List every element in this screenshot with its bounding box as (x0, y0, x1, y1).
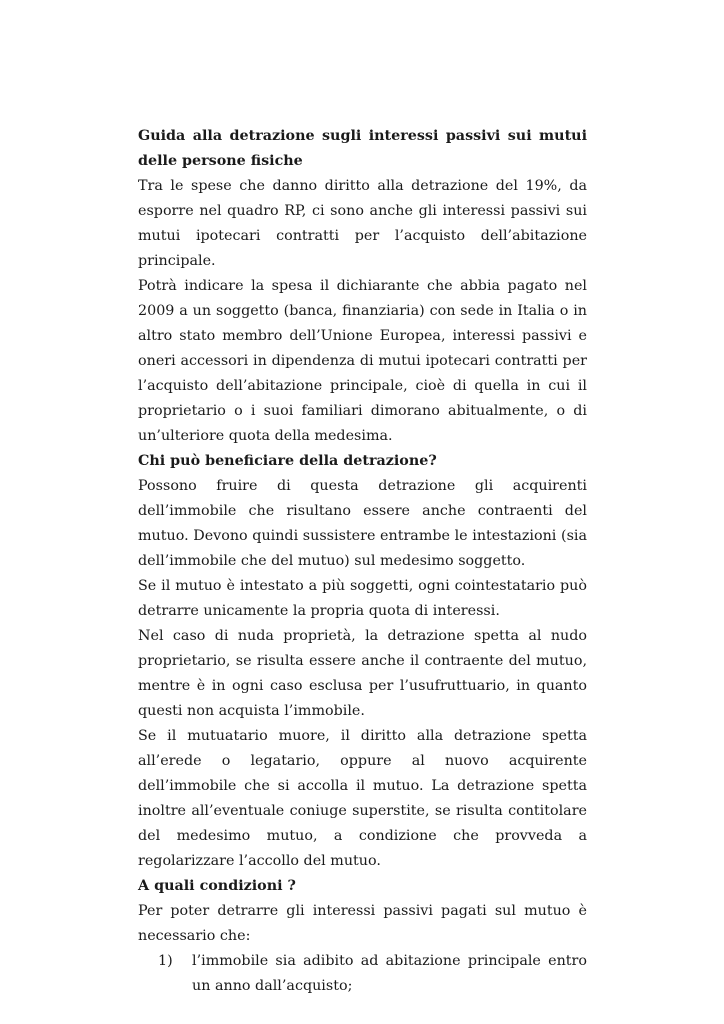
section2-intro: Per poter detrarre gli interessi passivi pagati sul mutuo è necessario che: (138, 903, 587, 944)
list-item-number: 1) (158, 953, 173, 969)
section1-paragraph-2: Se il mutuo è intestato a più soggetti, ogni cointestatario può detrarre unicamente la propria quota di interessi. (138, 578, 587, 619)
section-heading-who: Chi può beneficiare della detrazione? (138, 453, 437, 469)
section-heading-conditions: A quali condizioni ? (138, 878, 296, 894)
intro-paragraph-2: Potrà indicare la spesa il dichiarante che abbia pagato nel 2009 a un soggetto (banca, finanziaria) con sede in Italia o in altro stato membro dell’Unione Europea, interessi passivi e oneri accessori in dipendenza di mutui ipotecari contratti per l’acquisto dell’abitazione principale, cioè di quella in cui il proprietario o i suoi familiari dimorano abitualmente, o di un’ulteriore quota della medesima. (138, 278, 587, 444)
document-title: Guida alla detrazione sugli interessi passivi sui mutui delle persone fisiche (138, 128, 587, 169)
list-item-text: l’immobile sia adibito ad abitazione principale entro un anno dall’acquisto; (192, 953, 587, 994)
section1-paragraph-4: Se il mutuatario muore, il diritto alla detrazione spetta all’erede o legatario, oppure al nuovo acquirente dell’immobile che si accolla il mutuo. La detrazione spetta inoltre all’eventuale coniuge superstite, se risulta contitolare del medesimo mutuo, a condizione che provveda a regolarizzare l’accollo del mutuo. (138, 728, 587, 869)
document-page (138, 124, 587, 999)
list-item (158, 949, 587, 999)
section1-paragraph-3: Nel caso di nuda proprietà, la detrazione spetta al nudo proprietario, se risulta essere anche il contraente del mutuo, mentre è in ogni caso esclusa per l’usufruttuario, in quanto questi non acquista l’immobile. (138, 628, 587, 719)
section1-paragraph-1: Possono fruire di questa detrazione gli acquirenti dell’immobile che risultano essere anche contraenti del mutuo. Devono quindi sussistere entrambe le intestazioni (sia dell’immobile che del mutuo) sul medesimo soggetto. (138, 478, 587, 569)
conditions-list (138, 949, 587, 999)
intro-paragraph-1: Tra le spese che danno diritto alla detrazione del 19%, da esporre nel quadro RP, ci sono anche gli interessi passivi sui mutui ipotecari contratti per l’acquisto dell’abitazione principale. (138, 178, 587, 269)
